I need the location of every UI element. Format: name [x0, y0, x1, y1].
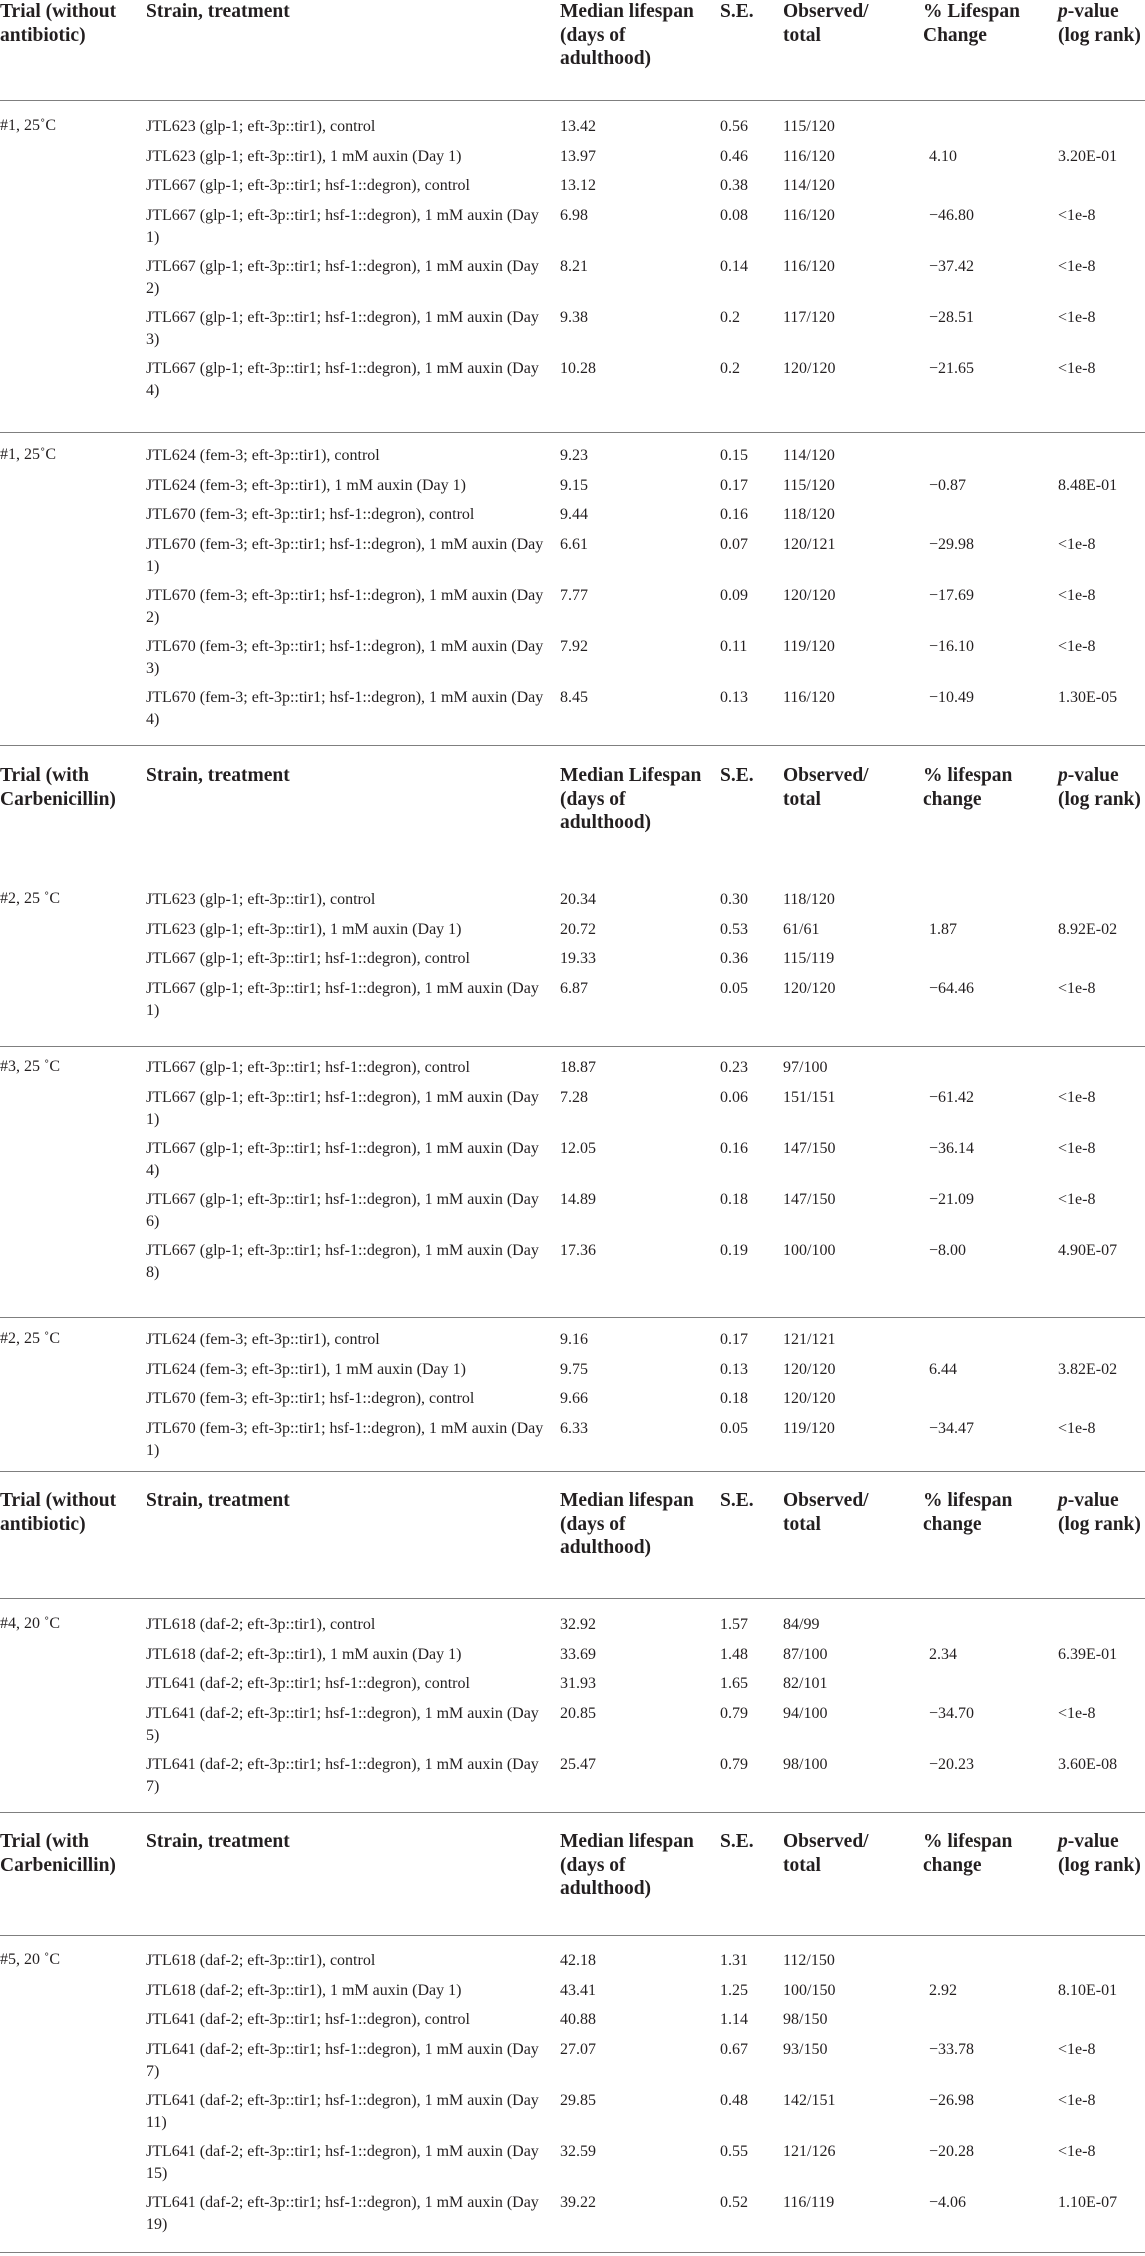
observed-cell: 120/120	[783, 1390, 836, 1407]
median-cell: 9.44	[560, 506, 588, 523]
divider	[0, 1598, 1145, 1599]
median-cell: 13.97	[560, 147, 596, 165]
strain-cell: JTL624 (fem-3; eft-3p::tir1), control	[146, 1331, 380, 1348]
se-cell: 0.11	[720, 637, 748, 655]
change-cell: −16.10	[929, 637, 975, 655]
median-cell: 42.18	[560, 1952, 596, 1969]
header-observed-total: Observed/ total	[783, 1, 869, 46]
header-median-lifespan: Median lifespan (days of adulthood)	[560, 1, 694, 69]
median-cell: 39.22	[560, 2193, 596, 2211]
header-p-value-italic: p	[1058, 1831, 1068, 1852]
median-cell: 33.69	[560, 1645, 596, 1663]
se-cell: 0.17	[720, 1331, 748, 1348]
observed-cell: 100/100	[783, 1241, 836, 1259]
header-p-value-italic: p	[1058, 1, 1068, 22]
change-cell: −21.65	[929, 359, 975, 377]
strain-cell: JTL618 (daf-2; eft-3p::tir1), 1 mM auxin (Day 1)	[146, 1981, 462, 1999]
change-cell: −37.42	[929, 257, 975, 275]
trial-label: #5, 20 ˚C	[0, 1951, 60, 1968]
median-cell: 13.42	[560, 118, 596, 135]
change-cell: −26.98	[929, 2091, 975, 2109]
observed-cell: 87/100	[783, 1645, 828, 1663]
median-cell: 32.92	[560, 1616, 596, 1633]
se-cell: 0.05	[720, 979, 748, 997]
observed-cell: 114/120	[783, 447, 835, 464]
header-trial: Trial (with Carbenicillin)	[0, 1831, 116, 1876]
observed-cell: 115/119	[783, 950, 835, 967]
divider	[0, 2252, 1145, 2253]
pvalue-cell: <1e-8	[1058, 586, 1096, 604]
strain-cell: JTL618 (daf-2; eft-3p::tir1), control	[146, 1952, 376, 1969]
observed-cell: 93/150	[783, 2040, 828, 2058]
trial-label: #3, 25 ˚C	[0, 1058, 60, 1075]
median-cell: 8.45	[560, 688, 588, 706]
observed-cell: 115/120	[783, 476, 835, 494]
pvalue-cell: <1e-8	[1058, 2142, 1096, 2160]
median-cell: 9.66	[560, 1390, 588, 1407]
header-strain: Strain, treatment	[146, 1, 290, 22]
observed-cell: 116/120	[783, 147, 835, 165]
change-cell: −34.47	[929, 1419, 975, 1437]
pvalue-cell: <1e-8	[1058, 1139, 1096, 1157]
divider	[0, 1812, 1145, 1813]
median-cell: 19.33	[560, 950, 596, 967]
observed-cell: 98/100	[783, 1755, 828, 1773]
pvalue-cell: <1e-8	[1058, 637, 1096, 655]
se-cell: 0.14	[720, 257, 748, 275]
divider	[0, 1317, 1145, 1318]
strain-cell: JTL618 (daf-2; eft-3p::tir1), 1 mM auxin (Day 1)	[146, 1645, 462, 1663]
observed-cell: 98/150	[783, 2011, 828, 2028]
observed-cell: 118/120	[783, 891, 835, 908]
header-se: S.E.	[720, 1, 754, 22]
median-cell: 31.93	[560, 1675, 596, 1692]
trial-label: #1, 25˚C	[0, 117, 56, 134]
strain-cell: JTL667 (glp-1; eft-3p::tir1; hsf-1::degron), 1 mM auxin (Day 1)	[146, 979, 539, 1019]
pvalue-cell: 8.10E-01	[1058, 1981, 1118, 1999]
strain-cell: JTL641 (daf-2; eft-3p::tir1; hsf-1::degron), 1 mM auxin (Day 5)	[146, 1704, 539, 1744]
pvalue-cell: 6.39E-01	[1058, 1645, 1118, 1663]
header-median-lifespan: Median Lifespan (days of adulthood)	[560, 765, 702, 833]
median-cell: 29.85	[560, 2091, 596, 2109]
change-cell: −61.42	[929, 1088, 975, 1106]
change-cell: −46.80	[929, 206, 975, 224]
strain-cell: JTL670 (fem-3; eft-3p::tir1; hsf-1::degron), control	[146, 506, 475, 523]
header-trial: Trial (without antibiotic)	[0, 1490, 117, 1535]
median-cell: 20.72	[560, 920, 596, 938]
se-cell: 0.08	[720, 206, 748, 224]
change-cell: −0.87	[929, 476, 967, 494]
trial-label: #2, 25 ˚C	[0, 890, 60, 907]
se-cell: 0.55	[720, 2142, 748, 2160]
change-cell: −36.14	[929, 1139, 975, 1157]
observed-cell: 120/120	[783, 979, 836, 997]
strain-cell: JTL667 (glp-1; eft-3p::tir1; hsf-1::degron), 1 mM auxin (Day 4)	[146, 1139, 539, 1179]
pvalue-cell: <1e-8	[1058, 308, 1096, 326]
pvalue-cell: 1.30E-05	[1058, 688, 1118, 706]
observed-cell: 118/120	[783, 506, 835, 523]
divider	[0, 432, 1145, 433]
strain-cell: JTL667 (glp-1; eft-3p::tir1; hsf-1::degron), 1 mM auxin (Day 1)	[146, 1088, 539, 1128]
se-cell: 0.07	[720, 535, 748, 553]
header-strain: Strain, treatment	[146, 765, 290, 786]
strain-cell: JTL667 (glp-1; eft-3p::tir1; hsf-1::degron), control	[146, 950, 470, 967]
se-cell: 0.46	[720, 147, 748, 165]
se-cell: 1.25	[720, 1981, 748, 1999]
observed-cell: 147/150	[783, 1139, 836, 1157]
change-cell: 2.34	[929, 1645, 957, 1663]
median-cell: 43.41	[560, 1981, 596, 1999]
median-cell: 27.07	[560, 2040, 596, 2058]
observed-cell: 121/126	[783, 2142, 836, 2160]
observed-cell: 97/100	[783, 1059, 828, 1076]
strain-cell: JTL623 (glp-1; eft-3p::tir1), 1 mM auxin (Day 1)	[146, 920, 462, 938]
observed-cell: 112/150	[783, 1952, 835, 1969]
strain-cell: JTL667 (glp-1; eft-3p::tir1; hsf-1::degron), 1 mM auxin (Day 2)	[146, 257, 539, 297]
median-cell: 9.15	[560, 476, 588, 494]
strain-cell: JTL618 (daf-2; eft-3p::tir1), control	[146, 1616, 376, 1633]
pvalue-cell: 3.20E-01	[1058, 147, 1118, 165]
observed-cell: 120/121	[783, 535, 836, 553]
median-cell: 25.47	[560, 1755, 596, 1773]
median-cell: 13.12	[560, 177, 596, 194]
median-cell: 17.36	[560, 1241, 596, 1259]
observed-cell: 121/121	[783, 1331, 836, 1348]
strain-cell: JTL623 (glp-1; eft-3p::tir1), 1 mM auxin (Day 1)	[146, 147, 462, 165]
change-cell: −10.49	[929, 688, 975, 706]
header-lifespan-change: % lifespan change	[923, 765, 1013, 810]
change-cell: −64.46	[929, 979, 975, 997]
se-cell: 0.79	[720, 1704, 748, 1722]
median-cell: 7.28	[560, 1088, 588, 1106]
strain-cell: JTL624 (fem-3; eft-3p::tir1), control	[146, 447, 380, 464]
divider	[0, 745, 1145, 746]
se-cell: 1.14	[720, 2011, 748, 2028]
header-p-value	[1058, 1489, 1145, 1536]
header-trial: Trial (without antibiotic)	[0, 1, 117, 46]
median-cell: 10.28	[560, 359, 596, 377]
strain-cell: JTL670 (fem-3; eft-3p::tir1; hsf-1::degron), 1 mM auxin (Day 1)	[146, 535, 544, 575]
se-cell: 0.13	[720, 688, 748, 706]
se-cell: 0.30	[720, 891, 748, 908]
observed-cell: 147/150	[783, 1190, 836, 1208]
strain-cell: JTL624 (fem-3; eft-3p::tir1), 1 mM auxin (Day 1)	[146, 1360, 466, 1378]
median-cell: 9.75	[560, 1360, 588, 1378]
se-cell: 0.67	[720, 2040, 748, 2058]
change-cell: 6.44	[929, 1360, 957, 1378]
header-p-value-rest: -value (log rank)	[1058, 765, 1141, 810]
se-cell: 0.16	[720, 1139, 748, 1157]
strain-cell: JTL667 (glp-1; eft-3p::tir1; hsf-1::degron), 1 mM auxin (Day 3)	[146, 308, 539, 348]
median-cell: 32.59	[560, 2142, 596, 2160]
divider	[0, 1935, 1145, 1936]
trial-label: #2, 25 ˚C	[0, 1330, 60, 1347]
change-cell: −21.09	[929, 1190, 975, 1208]
strain-cell: JTL641 (daf-2; eft-3p::tir1; hsf-1::degron), 1 mM auxin (Day 19)	[146, 2193, 539, 2233]
observed-cell: 116/120	[783, 257, 835, 275]
observed-cell: 151/151	[783, 1088, 836, 1106]
se-cell: 0.15	[720, 447, 748, 464]
se-cell: 0.09	[720, 586, 748, 604]
pvalue-cell: <1e-8	[1058, 2040, 1096, 2058]
strain-cell: JTL670 (fem-3; eft-3p::tir1; hsf-1::degron), 1 mM auxin (Day 3)	[146, 637, 544, 677]
se-cell: 1.48	[720, 1645, 748, 1663]
strain-cell: JTL623 (glp-1; eft-3p::tir1), control	[146, 891, 376, 908]
median-cell: 12.05	[560, 1139, 596, 1157]
strain-cell: JTL641 (daf-2; eft-3p::tir1; hsf-1::degron), 1 mM auxin (Day 7)	[146, 1755, 539, 1795]
divider	[0, 100, 1145, 101]
change-cell: 2.92	[929, 1981, 957, 1999]
pvalue-cell: <1e-8	[1058, 359, 1096, 377]
observed-cell: 120/120	[783, 1360, 836, 1378]
change-cell: 1.87	[929, 920, 957, 938]
header-p-value-italic: p	[1058, 1490, 1068, 1511]
median-cell: 7.92	[560, 637, 588, 655]
change-cell: −33.78	[929, 2040, 975, 2058]
se-cell: 0.48	[720, 2091, 748, 2109]
se-cell: 0.06	[720, 1088, 748, 1106]
se-cell: 1.65	[720, 1675, 748, 1692]
pvalue-cell: <1e-8	[1058, 2091, 1096, 2109]
change-cell: 4.10	[929, 147, 957, 165]
strain-cell: JTL624 (fem-3; eft-3p::tir1), 1 mM auxin (Day 1)	[146, 476, 466, 494]
strain-cell: JTL641 (daf-2; eft-3p::tir1; hsf-1::degron), 1 mM auxin (Day 7)	[146, 2040, 539, 2080]
trial-label: #4, 20 ˚C	[0, 1615, 60, 1632]
observed-cell: 116/119	[783, 2193, 835, 2211]
observed-cell: 61/61	[783, 920, 820, 938]
observed-cell: 82/101	[783, 1675, 828, 1692]
observed-cell: 120/120	[783, 359, 836, 377]
observed-cell: 100/150	[783, 1981, 836, 1999]
header-se: S.E.	[720, 765, 754, 786]
observed-cell: 84/99	[783, 1616, 820, 1633]
median-cell: 20.34	[560, 891, 596, 908]
strain-cell: JTL670 (fem-3; eft-3p::tir1; hsf-1::degron), control	[146, 1390, 475, 1407]
se-cell: 0.23	[720, 1059, 748, 1076]
observed-cell: 119/120	[783, 1419, 835, 1437]
change-cell: −34.70	[929, 1704, 975, 1722]
change-cell: −28.51	[929, 308, 975, 326]
median-cell: 9.16	[560, 1331, 588, 1348]
pvalue-cell: <1e-8	[1058, 1190, 1096, 1208]
se-cell: 0.2	[720, 359, 740, 377]
header-observed-total: Observed/ total	[783, 1831, 869, 1876]
header-p-value-rest: -value (log rank)	[1058, 1831, 1141, 1876]
strain-cell: JTL623 (glp-1; eft-3p::tir1), control	[146, 118, 376, 135]
se-cell: 0.38	[720, 177, 748, 194]
median-cell: 6.33	[560, 1419, 588, 1437]
se-cell: 0.18	[720, 1390, 748, 1407]
observed-cell: 114/120	[783, 177, 835, 194]
header-se: S.E.	[720, 1490, 754, 1511]
change-cell: −8.00	[929, 1241, 967, 1259]
median-cell: 6.87	[560, 979, 588, 997]
strain-cell: JTL670 (fem-3; eft-3p::tir1; hsf-1::degron), 1 mM auxin (Day 1)	[146, 1419, 544, 1459]
divider	[0, 1471, 1145, 1472]
header-p-value	[1058, 764, 1145, 811]
se-cell: 0.19	[720, 1241, 748, 1259]
header-lifespan-change: % Lifespan Change	[923, 1, 1020, 46]
strain-cell: JTL667 (glp-1; eft-3p::tir1; hsf-1::degron), 1 mM auxin (Day 4)	[146, 359, 539, 399]
strain-cell: JTL641 (daf-2; eft-3p::tir1; hsf-1::degron), control	[146, 1675, 470, 1692]
observed-cell: 116/120	[783, 688, 835, 706]
pvalue-cell: <1e-8	[1058, 1704, 1096, 1722]
strain-cell: JTL641 (daf-2; eft-3p::tir1; hsf-1::degron), control	[146, 2011, 470, 2028]
median-cell: 20.85	[560, 1704, 596, 1722]
header-observed-total: Observed/ total	[783, 765, 869, 810]
pvalue-cell: 4.90E-07	[1058, 1241, 1118, 1259]
observed-cell: 119/120	[783, 637, 835, 655]
header-strain: Strain, treatment	[146, 1831, 290, 1852]
strain-cell: JTL667 (glp-1; eft-3p::tir1; hsf-1::degron), control	[146, 1059, 470, 1076]
se-cell: 1.57	[720, 1616, 748, 1633]
header-p-value	[1058, 0, 1145, 47]
se-cell: 0.17	[720, 476, 748, 494]
pvalue-cell: <1e-8	[1058, 1088, 1096, 1106]
change-cell: −4.06	[929, 2193, 967, 2211]
header-p-value-rest: -value (log rank)	[1058, 1490, 1141, 1535]
se-cell: 0.2	[720, 308, 740, 326]
median-cell: 9.23	[560, 447, 588, 464]
se-cell: 0.56	[720, 118, 748, 135]
strain-cell: JTL667 (glp-1; eft-3p::tir1; hsf-1::degron), 1 mM auxin (Day 1)	[146, 206, 539, 246]
header-trial: Trial (with Carbenicillin)	[0, 765, 116, 810]
se-cell: 0.79	[720, 1755, 748, 1773]
median-cell: 40.88	[560, 2011, 596, 2028]
median-cell: 9.38	[560, 308, 588, 326]
header-p-value-italic: p	[1058, 765, 1068, 786]
median-cell: 6.61	[560, 535, 588, 553]
change-cell: −20.28	[929, 2142, 975, 2160]
se-cell: 0.18	[720, 1190, 748, 1208]
se-cell: 0.16	[720, 506, 748, 523]
se-cell: 0.53	[720, 920, 748, 938]
header-observed-total: Observed/ total	[783, 1490, 869, 1535]
pvalue-cell: <1e-8	[1058, 535, 1096, 553]
header-lifespan-change: % lifespan change	[923, 1831, 1013, 1876]
se-cell: 0.13	[720, 1360, 748, 1378]
observed-cell: 142/151	[783, 2091, 836, 2109]
observed-cell: 115/120	[783, 118, 835, 135]
observed-cell: 117/120	[783, 308, 835, 326]
median-cell: 14.89	[560, 1190, 596, 1208]
se-cell: 0.36	[720, 950, 748, 967]
header-se: S.E.	[720, 1831, 754, 1852]
header-lifespan-change: % lifespan change	[923, 1490, 1013, 1535]
strain-cell: JTL667 (glp-1; eft-3p::tir1; hsf-1::degron), control	[146, 177, 470, 194]
strain-cell: JTL667 (glp-1; eft-3p::tir1; hsf-1::degron), 1 mM auxin (Day 6)	[146, 1190, 539, 1230]
pvalue-cell: 8.92E-02	[1058, 920, 1118, 938]
pvalue-cell: 3.82E-02	[1058, 1360, 1118, 1378]
median-cell: 7.77	[560, 586, 588, 604]
change-cell: −29.98	[929, 535, 975, 553]
se-cell: 1.31	[720, 1952, 748, 1969]
strain-cell: JTL667 (glp-1; eft-3p::tir1; hsf-1::degron), 1 mM auxin (Day 8)	[146, 1241, 539, 1281]
strain-cell: JTL641 (daf-2; eft-3p::tir1; hsf-1::degron), 1 mM auxin (Day 11)	[146, 2091, 539, 2131]
strain-cell: JTL670 (fem-3; eft-3p::tir1; hsf-1::degron), 1 mM auxin (Day 4)	[146, 688, 544, 728]
header-median-lifespan: Median lifespan (days of adulthood)	[560, 1490, 694, 1558]
pvalue-cell: <1e-8	[1058, 206, 1096, 224]
change-cell: −17.69	[929, 586, 975, 604]
pvalue-cell: <1e-8	[1058, 979, 1096, 997]
pvalue-cell: <1e-8	[1058, 1419, 1096, 1437]
observed-cell: 116/120	[783, 206, 835, 224]
header-p-value-rest: -value (log rank)	[1058, 1, 1141, 46]
pvalue-cell: 3.60E-08	[1058, 1755, 1118, 1773]
header-median-lifespan: Median lifespan (days of adulthood)	[560, 1831, 694, 1899]
median-cell: 6.98	[560, 206, 588, 224]
strain-cell: JTL641 (daf-2; eft-3p::tir1; hsf-1::degron), 1 mM auxin (Day 15)	[146, 2142, 539, 2182]
se-cell: 0.05	[720, 1419, 748, 1437]
median-cell: 18.87	[560, 1059, 596, 1076]
se-cell: 0.52	[720, 2193, 748, 2211]
observed-cell: 120/120	[783, 586, 836, 604]
median-cell: 8.21	[560, 257, 588, 275]
pvalue-cell: 1.10E-07	[1058, 2193, 1118, 2211]
strain-cell: JTL670 (fem-3; eft-3p::tir1; hsf-1::degron), 1 mM auxin (Day 2)	[146, 586, 544, 626]
observed-cell: 94/100	[783, 1704, 828, 1722]
pvalue-cell: 8.48E-01	[1058, 476, 1118, 494]
change-cell: −20.23	[929, 1755, 975, 1773]
header-strain: Strain, treatment	[146, 1490, 290, 1511]
divider	[0, 1046, 1145, 1047]
pvalue-cell: <1e-8	[1058, 257, 1096, 275]
trial-label: #1, 25˚C	[0, 446, 56, 463]
header-p-value	[1058, 1830, 1145, 1877]
